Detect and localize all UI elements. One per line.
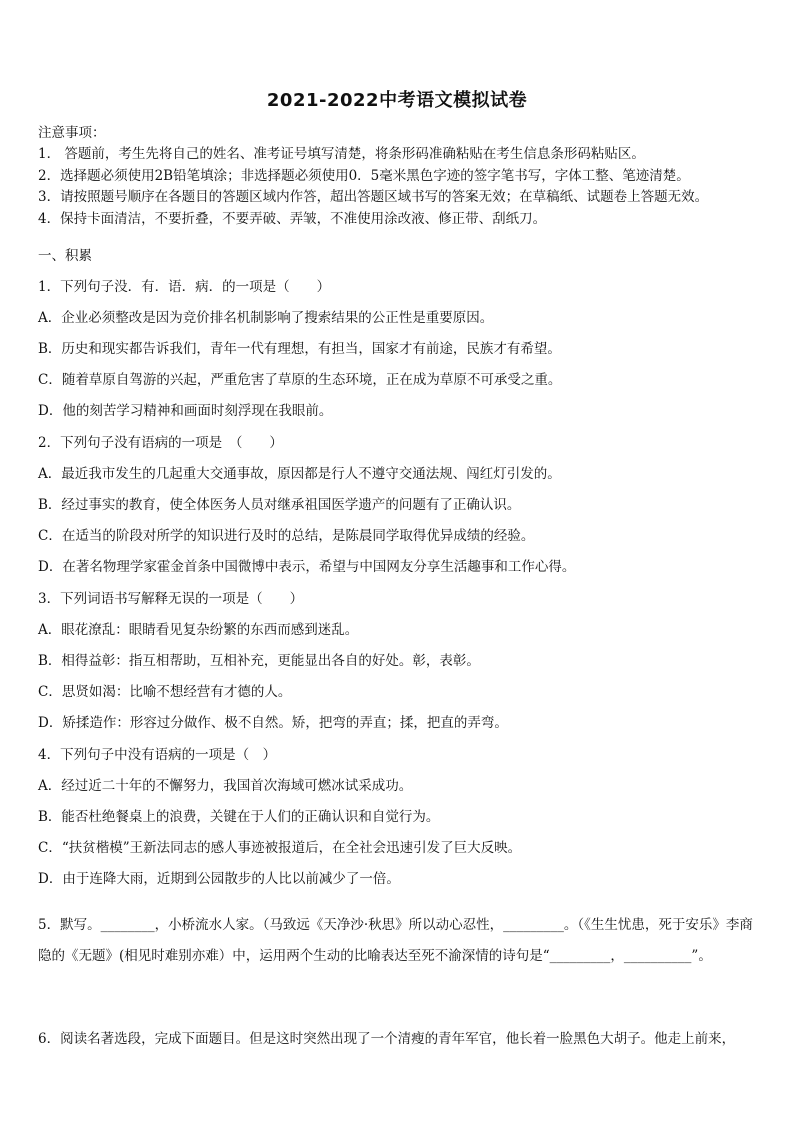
question-3-stem: 3．下列词语书写解释无误的一项是（ ）: [38, 591, 304, 607]
question-3-option-a: A．眼花潦乱：眼睛看见复杂纷繁的东西而感到迷乱。: [38, 622, 359, 638]
question-4-option-c: C．“扶贫楷模”王新法同志的感人事迹被报道后，在全社会迅速引发了巨大反映。: [38, 840, 522, 856]
question-3-option-d: D．矫揉造作：形容过分做作、极不自然。矫，把弯的弄直；揉，把直的弄弯。: [38, 715, 508, 731]
question-1-option-a: A．企业必须整改是因为竞价排名机制影响了搜索结果的公正性是重要原因。: [38, 310, 494, 326]
notice-item-2: 2．选择题必须使用2B铅笔填涂；非选择题必须使用0．5毫米黑色字迹的签字笔书写，字体工整、笔迹清楚。: [38, 168, 690, 184]
question-2-option-c: C．在适当的阶段对所学的知识进行及时的总结，是陈晨同学取得优异成绩的经验。: [38, 528, 535, 544]
question-5-text: 5．默写。________，小桥流水人家。（马致远《天净沙·秋思》所以动心忍性，_________。（《生生忧患，死于安乐》李商隐的《无题》(相见时难别亦难）中，运用两个生动的比喻表达至死不渝深情的诗句是“_________，__________”。: [38, 917, 753, 964]
notice-item-1: 1． 答题前，考生先将自己的姓名、准考证号填写清楚，将条形码准确粘贴在考生信息条形码粘贴区。: [38, 146, 645, 162]
question-4-stem: 4．下列句子中没有语病的一项是（ ）: [38, 747, 277, 763]
notice-heading: 注意事项：: [38, 125, 106, 141]
question-2-option-d: D．在著名物理学家霍金首条中国微博中表示，希望与中国网友分享生活趣事和工作心得。: [38, 559, 576, 575]
question-2-option-a: A．最近我市发生的几起重大交通事故，原因都是行人不遵守交通法规、闯红灯引发的。: [38, 466, 561, 482]
question-1-option-c: C．随着草原自驾游的兴起，严重危害了草原的生态环境，正在成为草原不可承受之重。: [38, 372, 562, 388]
section-heading: 一、积累: [38, 248, 92, 264]
question-4-option-a: A．经过近二十年的不懈努力，我国首次海域可燃冰试采成功。: [38, 778, 413, 794]
question-1-option-d: D．他的刻苦学习精神和画面时刻浮现在我眼前。: [38, 403, 333, 419]
notice-item-3: 3．请按照题号顺序在各题目的答题区域内作答，超出答题区域书写的答案无效；在草稿纸、试题卷上答题无效。: [38, 189, 709, 205]
question-1-option-b: B．历史和现实都告诉我们，青年一代有理想，有担当，国家才有前途，民族才有希望。: [38, 341, 561, 357]
page-title: 2021-2022中考语文模拟试卷: [266, 90, 528, 111]
question-4-option-d: D．由于连降大雨，近期到公园散步的人比以前减少了一倍。: [38, 871, 400, 887]
question-1-stem: 1．下列句子没．有．语．病．的一项是（ ）: [38, 279, 331, 295]
question-3-option-b: B．相得益彰：指互相帮助，互相补充，更能显出各自的好处。彰，表彰。: [38, 653, 480, 669]
notice-item-4: 4．保持卡面清洁，不要折叠，不要弄破、弄皱，不准使用涂改液、修正带、刮纸刀。: [38, 211, 547, 227]
question-4-option-b: B．能否杜绝餐桌上的浪费，关键在于人们的正确认识和自觉行为。: [38, 809, 440, 825]
question-2-option-b: B．经过事实的教育，使全体医务人员对继承祖国医学遗产的问题有了正确认识。: [38, 497, 521, 513]
question-2-stem: 2．下列句子没有语病的一项是 （ ）: [38, 435, 283, 451]
question-3-option-c: C．思贤如渴：比喻不想经营有才德的人。: [38, 684, 292, 700]
question-6-text: 6．阅读名著选段，完成下面题目。但是这时突然出现了一个清瘦的青年军官，他长着一脸黑色大胡子。他走上前来，: [38, 1031, 736, 1047]
